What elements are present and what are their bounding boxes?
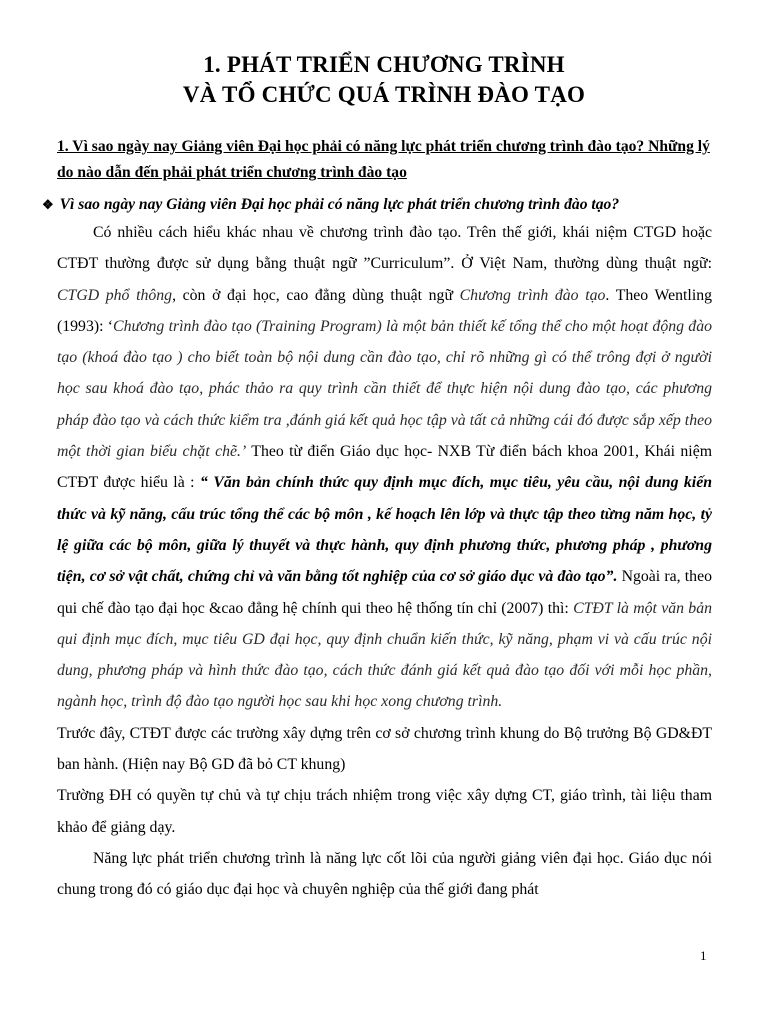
paragraph-autonomy: Trường ĐH có quyền tự chủ và tự chịu trách nhiệm trong việc xây dựng CT, giáo trình, tài liệu tham khảo để giảng dạy. (57, 787, 712, 836)
p1-text-c: , còn ở đại học, cao đẳng dùng thuật ngữ (172, 286, 460, 304)
p1-regulation-quote: CTĐT là một văn bản qui định mục đích, mục tiêu GD đại học, quy định chuẩn kiến thức, kỹ năng, phạm vi và cấu trúc nội dung, phương pháp và hình thức đào tạo, cách thức đánh giá kết quả đào tạo đối với mỗi học phần, ngành học, trình độ đào tạo người học sau khi học xong chương trình. (57, 599, 712, 711)
p1-wentling-quote: Chương trình đào tạo (Training Program) là một bản thiết kế tổng thể cho một hoạt động đào tạo (khoá đào tạo ) cho biết toàn bộ nội dung cần đào tạo, chỉ rõ những gì có thể trông đợi ở người học sau khoá đào tạo, phác thảo ra quy trình cần thiết để thực hiện nội dung đào tạo, các phương pháp đào tạo và cách thức kiểm tra ,đánh giá kết quả học tập và tất cả những cái đó được sắp xếp theo một thời gian biểu chặt chẽ.’ (57, 317, 712, 461)
sub-question (42, 193, 732, 217)
section-question: 1. Vì sao ngày nay Giảng viên Đại học phải có năng lực phát triển chương trình đào tạo? Những lý do nào dẫn đến phải phát triển chương trình đào tạo (57, 138, 710, 181)
paragraph-definition (57, 217, 712, 718)
p1-text-e: . Theo Wentling (1993): ‘ (57, 286, 713, 335)
sub-question-text: Vì sao ngày nay Giảng viên Đại học phải có năng lực phát triển chương trình đào tạo? (59, 196, 620, 213)
p1-term-ctgd: CTGD phổ thông (57, 286, 173, 304)
body-text (57, 217, 712, 906)
p1-text-a: Có nhiều cách hiểu khác nhau về chương trình đào tạo. Trên thế giới, khái niệm CTGD hoặc CTĐT thường được sử dụng bằng thuật ngữ ”Curriculum”. Ở Việt Nam, thường dùng thuật ngữ: (57, 224, 712, 273)
paragraph-previous: Trước đây, CTĐT được các trường xây dựng trên cơ sở chương trình khung do Bộ trưởng Bộ GD&ĐT ban hành. (Hiện nay Bộ GD đã bỏ CT khung) (57, 724, 712, 774)
doc-title-line-2: VÀ TỔ CHỨC QUÁ TRÌNH ĐÀO TẠO (182, 82, 586, 107)
page-number: 1 (700, 948, 707, 963)
p1-dictionary-quote: “ Văn bản chính thức quy định mục đích, mục tiêu, yêu cầu, nội dung kiến thức và kỹ năng, cấu trúc tổng thể các bộ môn , kế hoạch lên lớp và thực tập theo từng năm học, tỷ lệ giữa các bộ môn, giữa lý thuyết và thực hành, quy định phương thức, phương pháp , phương tiện, cơ sở vật chất, chứng chỉ và văn bằng tốt nghiệp của cơ sở giáo dục và đào tạo”. (57, 474, 712, 586)
p1-text-i: Ngoài ra, theo qui chế đào tạo đại học &cao đẳng hệ chính qui theo hệ thống tín chỉ (2007) thì: (57, 568, 712, 617)
diamond-bullet-icon: ❖ (42, 197, 54, 212)
p1-term-ctdt: Chương trình đào tạo (459, 286, 606, 304)
p1-text-g: Theo từ điển Giáo dục học- NXB Từ điển bách khoa 2001, Khái niệm CTĐT được hiểu là : (57, 443, 712, 492)
paragraph-competency: Năng lực phát triển chương trình là năng lực cốt lõi của người giảng viên đại học. Giáo dục nói chung trong đó có giáo dục đại học và chuyên nghiệp của thế giới đang phát (57, 849, 712, 899)
doc-title-line-1: 1. PHÁT TRIỂN CHƯƠNG TRÌNH (203, 52, 565, 77)
